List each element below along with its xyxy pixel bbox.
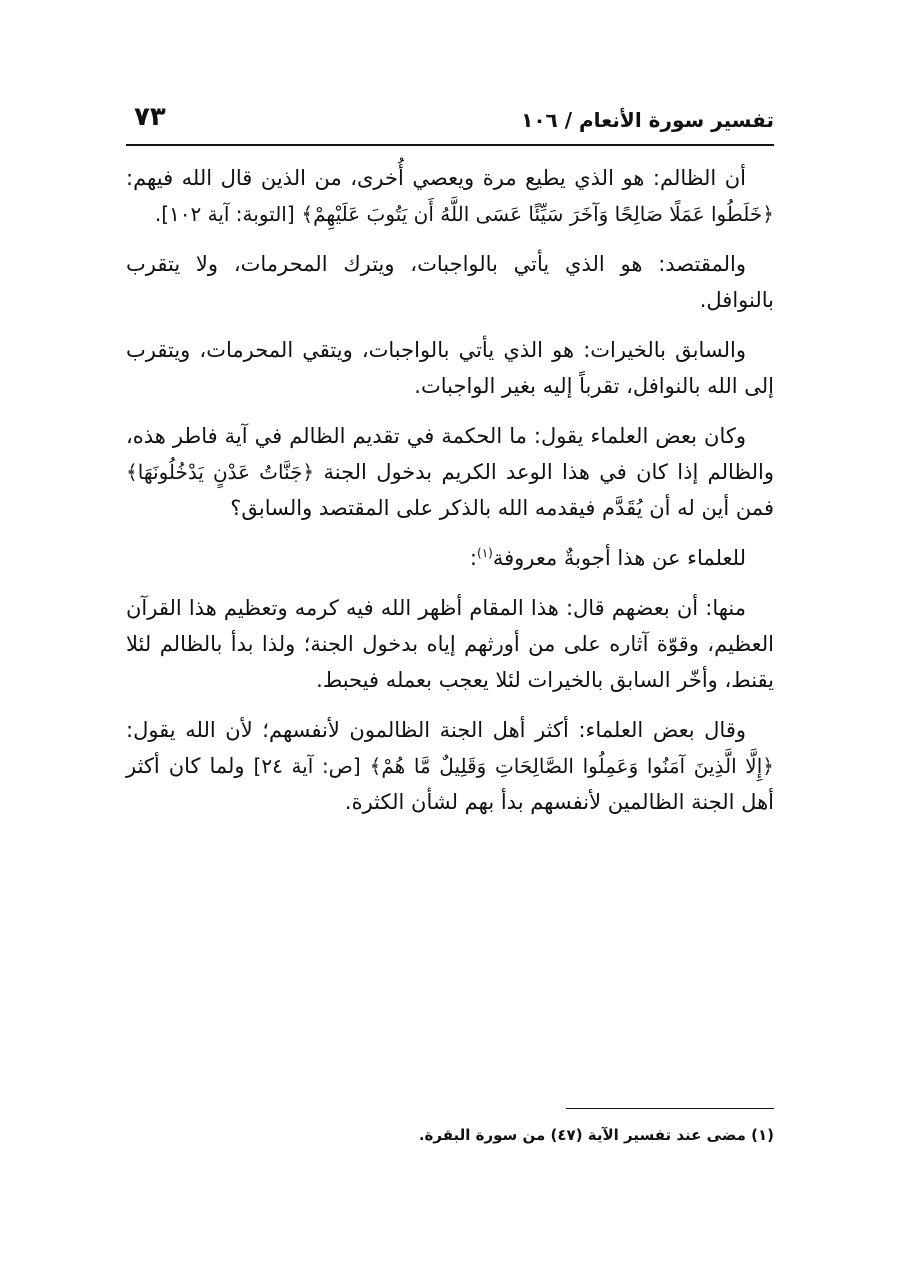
paragraph-zalim: [126, 160, 774, 232]
paragraph-muqtasid: [126, 246, 774, 318]
paragraph-answer-two: [126, 712, 774, 820]
page-number: ٧٣: [134, 102, 166, 132]
paragraph-text: والسابق بالخيرات: هو الذي يأتي بالواجبات، ويتقي المحرمات، ويتقرب إلى الله بالنوافل، تقرباً إليه بغير الواجبات.: [126, 338, 774, 398]
paragraph-sabiq: [126, 332, 774, 404]
paragraph-text: والمقتصد: هو الذي يأتي بالواجبات، ويترك المحرمات، ولا يتقرب بالنوافل.: [126, 252, 774, 312]
page-body: [126, 160, 774, 820]
footnote-marker[interactable]: (١): [477, 546, 493, 560]
paragraph-text: منها: أن بعضهم قال: هذا المقام أظهر الله فيه كرمه وتعظيم هذا القرآن العظيم، وقوّة آثاره على من أورثهم إياه بدخول الجنة؛ ولذا بدأ بالظالم لئلا يقنط، وأخّر السابق بالخيرات لئلا يعجب بعمله فيحبط.: [126, 596, 774, 692]
paragraph-text: وقال بعض العلماء: أكثر أهل الجنة الظالمون لأنفسهم؛ لأن الله يقول:: [126, 718, 746, 742]
verse-reference: [التوبة: آية ١٠٢].: [154, 202, 295, 226]
paragraph-text: للعلماء عن هذا أجوبةٌ معروفة: [492, 546, 746, 570]
footnote: (١) مضى عند تفسير الآية (٤٧) من سورة البقرة.: [418, 1126, 774, 1144]
footnote-divider: [566, 1108, 774, 1109]
paragraph-question: [126, 418, 774, 526]
page-header: [126, 100, 774, 146]
paragraph-text: :: [469, 546, 477, 570]
paragraph-answer-one: [126, 590, 774, 698]
paragraph-text: فمن أين له أن يُقَدَّم فيقدمه الله بالذكر على المقتصد والسابق؟: [230, 496, 774, 520]
paragraph-text: ولما كان أكثر أهل الجنة الظالمين لأنفسهم بدأ بهم لشأن الكثرة.: [126, 754, 774, 814]
paragraph-text: وكان بعض العلماء يقول: ما الحكمة في تقديم الظالم في آية فاطر هذه، والظالم إذا كان في هذا الوعد الكريم بدخول الجنة: [126, 424, 774, 484]
running-title: تفسير سورة الأنعام / ١٠٦: [521, 108, 774, 132]
quran-verse: ﴿جَنَّاتُ عَدْنٍ يَدْخُلُونَهَا﴾: [126, 460, 315, 484]
book-page: [126, 100, 774, 1160]
paragraph-text: أن الظالم: هو الذي يطيع مرة ويعصي أُخرى، من الذين قال الله فيهم:: [126, 166, 746, 190]
paragraph-answers-intro: [126, 540, 774, 576]
quran-verse: ﴿إِلَّا الَّذِينَ آمَنُوا وَعَمِلُوا الصَّالِحَاتِ وَقَلِيلٌ مَّا هُمْ﴾: [369, 754, 774, 778]
verse-reference: [ص: آية ٢٤]: [253, 754, 361, 778]
quran-verse: ﴿خَلَطُوا عَمَلًا صَالِحًا وَآخَرَ سَيِّئًا عَسَى اللَّهُ أَن يَتُوبَ عَلَيْهِمْ﴾: [301, 202, 774, 226]
